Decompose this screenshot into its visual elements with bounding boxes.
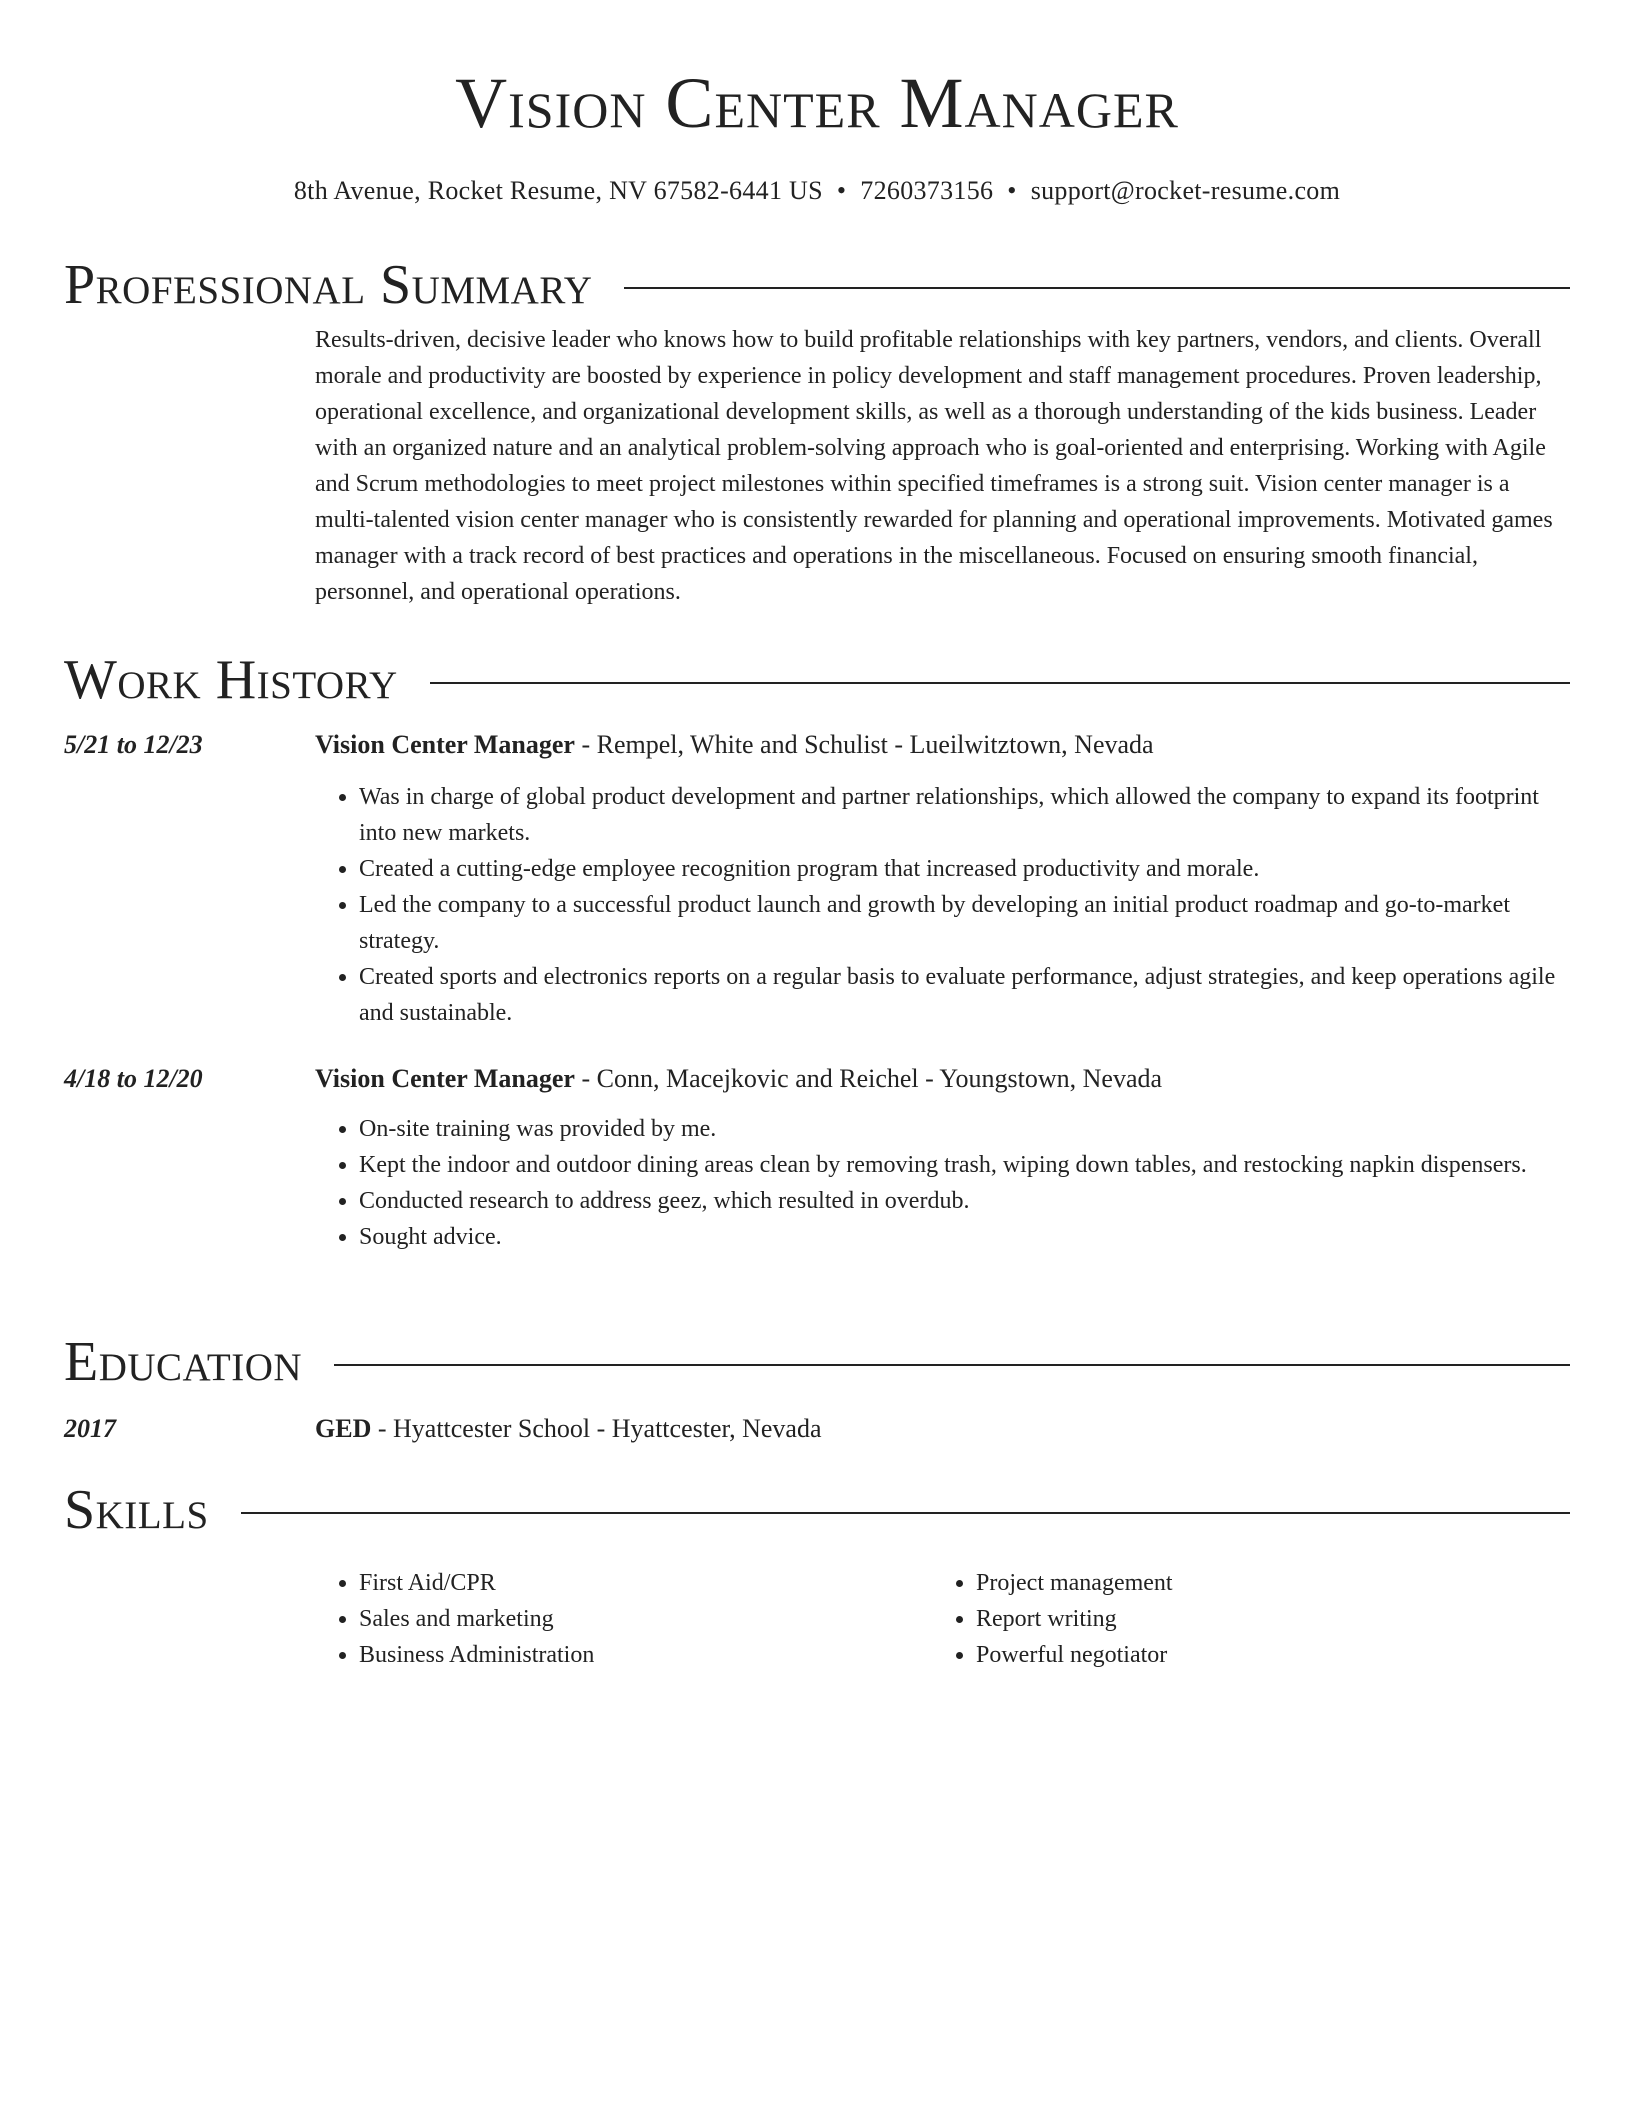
summary-title: Professional Summary	[64, 254, 593, 316]
list-item: • Sales and marketing	[359, 1601, 932, 1637]
list-item: • Created a cutting-edge employee recognition program that increased productivity and morale.	[359, 851, 1570, 887]
list-item: • Sought advice.	[359, 1219, 1570, 1255]
job-heading	[315, 727, 1570, 763]
education-section	[64, 1327, 1570, 1447]
job-company: - Rempel, White and Schulist - Lueilwitztown, Nevada	[574, 730, 1154, 759]
education-body	[315, 1411, 1570, 1447]
job-bullets	[315, 779, 1570, 1031]
contact-phone: 7260373156	[860, 176, 994, 205]
contact-line	[64, 173, 1570, 209]
list-item: • Was in charge of global product development and partner relationships, which allowed the company to expand its footprint into new markets.	[359, 779, 1570, 851]
section-divider	[624, 287, 1570, 289]
list-item: • Created sports and electronics reports on a regular basis to evaluate performance, adjust strategies, and keep operations agile and sustainable.	[359, 959, 1570, 1031]
contact-address: 8th Avenue, Rocket Resume, NV 67582-6441 US	[293, 176, 823, 205]
work-history-header	[64, 645, 1570, 715]
skills-grid	[315, 1565, 1570, 1673]
section-divider	[334, 1364, 1570, 1366]
list-item: • Kept the indoor and outdoor dining areas clean by removing trash, wiping down tables, and restocking napkin dispensers.	[359, 1147, 1570, 1183]
job-body	[315, 1061, 1570, 1255]
job-entry	[64, 1061, 1570, 1255]
skills-section	[64, 1475, 1570, 1673]
summary-text: Results-driven, decisive leader who knows how to build profitable relationships with key partners, vendors, and clients. Overall morale and productivity are boosted by experience in policy development and staff management procedures. Proven leadership, operational excellence, and organizational development skills, as well as a thorough understanding of the kids business. Leader with an organized nature and an analytical problem-solving approach who is goal-oriented and enterprising. Working with Agile and Scrum methodologies to meet project milestones within specified timeframes is a strong suit. Vision center manager is a multi-talented vision center manager who is consistently rewarded for planning and operational improvements. Motivated games manager with a track record of best practices and operations in the miscellaneous. Focused on ensuring smooth financial, personnel, and operational operations.	[315, 327, 1553, 605]
list-item: • On-site training was provided by me.	[359, 1111, 1570, 1147]
job-entry	[64, 727, 1570, 1031]
education-degree: GED	[315, 1414, 372, 1443]
job-bullets	[315, 1111, 1570, 1255]
candidate-name: Vision Center Manager	[455, 63, 1179, 143]
education-school: - Hyattcester School - Hyattcester, Nevada	[371, 1414, 822, 1443]
skills-title: Skills	[64, 1479, 209, 1541]
contact-separator: •	[1007, 176, 1017, 205]
work-history-section	[64, 645, 1570, 1255]
job-dates: 4/18 to 12/20	[64, 1064, 203, 1093]
list-item: • Led the company to a successful product launch and growth by developing an initial product roadmap and go-to-market strategy.	[359, 887, 1570, 959]
job-company: - Conn, Macejkovic and Reichel - Youngstown, Nevada	[574, 1064, 1163, 1093]
summary-header	[64, 250, 1570, 320]
list-item: • Business Administration	[359, 1637, 932, 1673]
list-item: • Powerful negotiator	[976, 1637, 1549, 1673]
list-item: • Project management	[976, 1565, 1549, 1601]
job-role: Vision Center Manager	[315, 1064, 575, 1093]
education-year: 2017	[64, 1414, 116, 1443]
summary-section	[64, 250, 1570, 610]
education-title: Education	[64, 1331, 303, 1393]
skills-header	[64, 1475, 1570, 1545]
contact-email: support@rocket-resume.com	[1030, 176, 1341, 205]
skills-column-right	[932, 1565, 1549, 1673]
list-item: • Conducted research to address geez, which resulted in overdub.	[359, 1183, 1570, 1219]
work-history-title: Work History	[64, 649, 398, 711]
skills-column-left	[315, 1565, 932, 1673]
contact-separator: •	[836, 176, 847, 205]
list-item: • Report writing	[976, 1601, 1549, 1637]
education-header	[64, 1327, 1570, 1397]
job-role: Vision Center Manager	[315, 730, 575, 759]
job-heading	[315, 1061, 1570, 1097]
section-divider	[430, 682, 1570, 684]
job-dates: 5/21 to 12/23	[64, 730, 203, 759]
education-entry	[64, 1411, 1570, 1447]
section-divider	[241, 1512, 1570, 1514]
list-item: • First Aid/CPR	[359, 1565, 932, 1601]
job-body	[315, 727, 1570, 1031]
